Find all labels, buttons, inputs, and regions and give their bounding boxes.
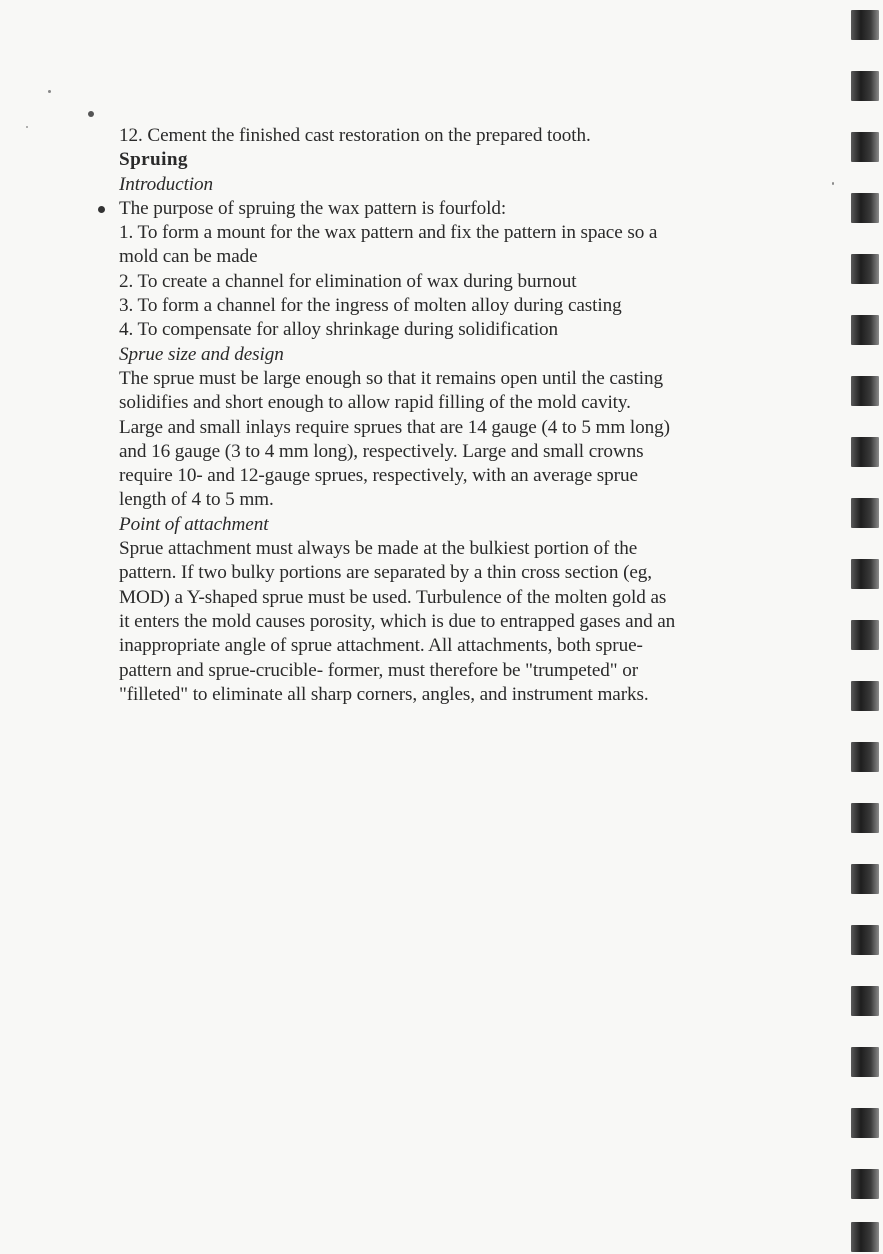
- document-line: pattern and sprue-crucible- former, must therefore be "trumpeted" or: [119, 659, 639, 681]
- binding-hole: [851, 315, 879, 345]
- document-body: [119, 124, 759, 707]
- binding-hole: [851, 681, 879, 711]
- document-line: solidifies and short enough to allow rapid filling of the mold cavity.: [119, 392, 631, 414]
- binding-hole: [851, 559, 879, 589]
- binding-hole: [851, 132, 879, 162]
- document-line: 1. To form a mount for the wax pattern and fix the pattern in space so a: [119, 222, 658, 244]
- document-line: it enters the mold causes porosity, which is due to entrapped gases and an: [119, 610, 676, 632]
- scan-speck: [26, 126, 28, 128]
- subheading-introduction: Introduction: [119, 173, 214, 195]
- binding-hole: [851, 193, 879, 223]
- scan-speck: [832, 182, 834, 185]
- document-line: Sprue attachment must always be made at the bulkiest portion of the: [119, 538, 638, 560]
- document-line: 12. Cement the finished cast restoration on the prepared tooth.: [119, 125, 591, 146]
- document-line: require 10- and 12-gauge sprues, respectively, with an average sprue: [119, 465, 638, 487]
- scan-speck: [98, 206, 105, 213]
- binding-hole: [851, 1108, 879, 1138]
- binding-hole: [851, 1047, 879, 1077]
- binding-hole: [851, 986, 879, 1016]
- subheading-sprue-size: Sprue size and design: [119, 343, 284, 365]
- binding-hole: [851, 620, 879, 650]
- document-line: "filleted" to eliminate all sharp corners, angles, and instrument marks.: [119, 683, 649, 705]
- binding-hole: [851, 803, 879, 833]
- document-line: The purpose of spruing the wax pattern is fourfold:: [119, 197, 507, 219]
- scan-speck: [48, 90, 51, 93]
- document-line: 4. To compensate for alloy shrinkage during solidification: [119, 319, 559, 341]
- spiral-binding: [843, 0, 883, 1254]
- binding-hole: [851, 376, 879, 406]
- document-line: pattern. If two bulky portions are separated by a thin cross section (eg,: [119, 562, 652, 584]
- binding-hole: [851, 925, 879, 955]
- document-line: length of 4 to 5 mm.: [119, 489, 274, 511]
- document-line: and 16 gauge (3 to 4 mm long), respectively. Large and small crowns: [119, 440, 644, 462]
- binding-hole: [851, 437, 879, 467]
- binding-hole: [851, 742, 879, 772]
- binding-hole: [851, 864, 879, 894]
- document-line: 2. To create a channel for elimination of wax during burnout: [119, 270, 577, 292]
- binding-hole: [851, 10, 879, 40]
- document-line: MOD) a Y-shaped sprue must be used. Turbulence of the molten gold as: [119, 586, 667, 608]
- scan-speck: [88, 111, 94, 117]
- binding-hole: [851, 71, 879, 101]
- binding-hole: [851, 498, 879, 528]
- section-heading-spruing: Spruing: [119, 149, 188, 171]
- binding-hole: [851, 254, 879, 284]
- document-line: 3. To form a channel for the ingress of molten alloy during casting: [119, 295, 622, 317]
- document-line: Large and small inlays require sprues that are 14 gauge (4 to 5 mm long): [119, 416, 670, 438]
- document-line: mold can be made: [119, 246, 258, 268]
- subheading-point-of-attachment: Point of attachment: [119, 513, 269, 535]
- document-line: The sprue must be large enough so that it remains open until the casting: [119, 367, 663, 389]
- binding-hole: [851, 1222, 879, 1252]
- document-line: inappropriate angle of sprue attachment. All attachments, both sprue-: [119, 635, 643, 657]
- binding-hole: [851, 1169, 879, 1199]
